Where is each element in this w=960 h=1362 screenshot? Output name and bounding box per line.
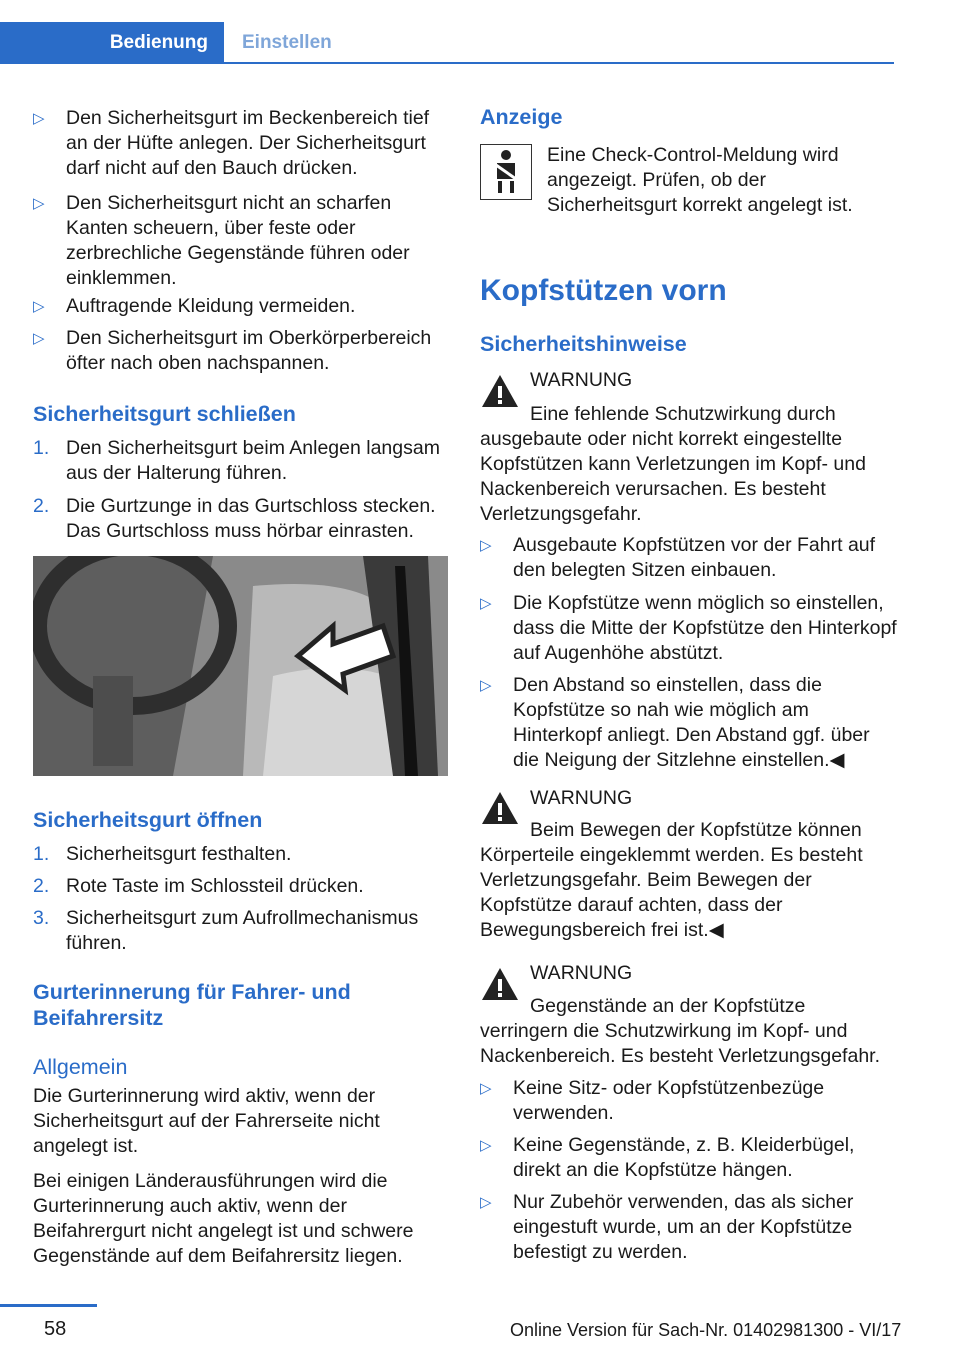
triangle-bullet-icon: ▷: [33, 195, 45, 212]
section-heading-safety: Sicherheitshinweise: [480, 332, 687, 356]
seatbelt-illustration: [33, 556, 448, 776]
tab-bedienung[interactable]: Bedienung: [0, 22, 224, 62]
paragraph: Die Gurterinnerung wird aktiv, wenn der Sicherheitsgurt auf der Fahrerseite nicht angelegt ist.: [33, 1085, 380, 1157]
list-item: ▷ Auftragende Kleidung vermeiden.: [33, 295, 356, 317]
triangle-bullet-icon: ▷: [480, 537, 492, 554]
tab-einstellen[interactable]: Einstellen: [242, 32, 332, 53]
triangle-bullet-icon: ▷: [480, 1137, 492, 1154]
paragraph: Bei einigen Länderausführungen wird die Gurterinnerung auch aktiv, wenn der Beifahrergurt nicht angelegt ist und schwere Gegenstände auf dem Beifahrersitz liegen.: [33, 1170, 414, 1267]
section-heading-reminder: Gurterinnerung für Fahrer- und Beifahrersitz: [33, 980, 351, 1030]
step-item: 1. Den Sicherheitsgurt beim Anlegen langsam aus der Halterung führen.: [33, 437, 440, 484]
list-item: ▷ Keine Gegenstände, z. B. Kleiderbügel, direkt an die Kopfstütze hängen.: [480, 1134, 855, 1181]
list-item: ▷ Ausgebaute Kopfstützen vor der Fahrt auf den belegten Sitzen einbauen.: [480, 534, 876, 581]
display-text: Eine Check-Control-Meldung wird angezeigt. Prüfen, ob der Sicherheitsgurt korrekt angelegt ist.: [547, 144, 853, 216]
footer-rule: [0, 1304, 97, 1307]
footer-text: Online Version für Sach-Nr. 01402981300 - VI/17: [510, 1320, 902, 1340]
page-number: 58: [44, 1318, 67, 1340]
triangle-bullet-icon: ▷: [480, 1194, 492, 1211]
warning-text: Gegenstände an der Kopfstütze verringern die Schutzwirkung im Kopf- und Nackenbereich. Es besteht Verletzungsgefahr.: [480, 995, 880, 1067]
triangle-bullet-icon: ▷: [33, 110, 45, 127]
subheading-display: Anzeige: [480, 105, 563, 129]
step-item: 1. Sicherheitsgurt festhalten.: [33, 843, 292, 865]
list-item: ▷ Die Kopfstütze wenn möglich so einstellen, dass die Mitte der Kopfstütze den Hinterkopf auf Augenhöhe abstützt.: [480, 592, 897, 664]
list-item: ▷ Den Sicherheitsgurt im Beckenbereich tief an der Hüfte anlegen. Der Sicherheitsgurt darf nicht auf den Bauch drücken.: [33, 107, 430, 179]
list-item: ▷ Den Sicherheitsgurt nicht an scharfen Kanten scheuern, über feste oder zerbrechliche Gegenstände führen oder einklemmen.: [33, 192, 410, 289]
triangle-bullet-icon: ▷: [480, 677, 492, 694]
warning-label: WARNUNG: [530, 369, 633, 391]
section-title-headrests: Kopfstützen vorn: [480, 274, 727, 307]
triangle-bullet-icon: ▷: [480, 1080, 492, 1097]
step-item: 2. Die Gurtzunge in das Gurtschloss stecken. Das Gurtschloss muss hörbar einrasten.: [33, 495, 436, 542]
section-heading-open: Sicherheitsgurt öffnen: [33, 808, 263, 832]
list-item: ▷ Keine Sitz- oder Kopfstützenbezüge verwenden.: [480, 1077, 825, 1124]
triangle-bullet-icon: ▷: [480, 595, 492, 612]
step-item: 2. Rote Taste im Schlossteil drücken.: [33, 875, 364, 897]
warning-text: Eine fehlende Schutzwirkung durch ausgebaute oder nicht korrekt eingestellte Kopfstützen kann Verletzungen im Kopf- und Nackenbereich verursachen. Es besteht Verletzungsgefahr.: [480, 403, 866, 525]
list-item: ▷ Den Sicherheitsgurt im Oberkörperbereich öfter nach oben nachspannen.: [33, 327, 432, 374]
warning-text: Beim Bewegen der Kopfstütze können Körperteile eingeklemmt werden. Es besteht Verletzungsgefahr. Beim Bewegen der Kopfstütze darauf achten, dass der Bewegungsbereich frei ist.◀: [480, 819, 863, 941]
warning-label: WARNUNG: [530, 787, 633, 809]
seatbelt-photo: [33, 556, 448, 776]
header-tabs: [0, 22, 894, 64]
triangle-bullet-icon: ▷: [33, 330, 45, 347]
section-heading-close: Sicherheitsgurt schließen: [33, 402, 296, 426]
seatbelt-warning-icon: [480, 144, 532, 200]
warning-label: WARNUNG: [530, 962, 633, 984]
triangle-bullet-icon: ▷: [33, 298, 45, 315]
step-item: 3. Sicherheitsgurt zum Aufrollmechanismus führen.: [33, 907, 419, 954]
subheading-general: Allgemein: [33, 1055, 128, 1079]
list-item: ▷ Nur Zubehör verwenden, das als sicher eingestuft wurde, um an der Kopfstütze befestigt zu werden.: [480, 1191, 854, 1263]
list-item: ▷ Den Abstand so einstellen, dass die Kopfstütze so nah wie möglich am Hinterkopf anliegt. Den Abstand ggf. über die Neigung der Sitzlehne einstellen.◀: [480, 674, 870, 771]
